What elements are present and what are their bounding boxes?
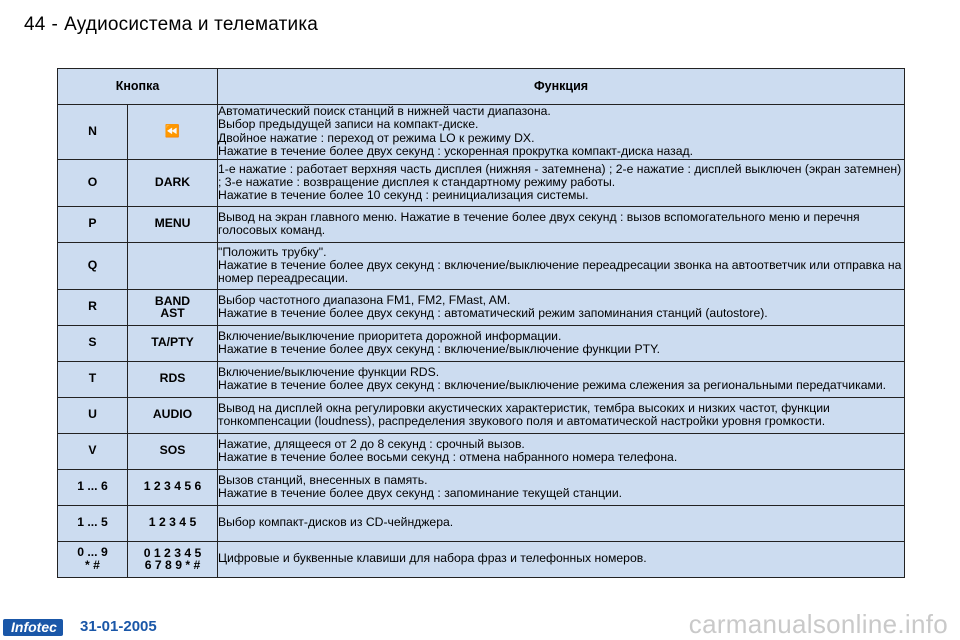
function-line: Включение/выключение приоритета дорожной информации. xyxy=(218,328,562,343)
row-function xyxy=(218,397,905,433)
row-button-label: DARK xyxy=(128,159,218,206)
function-line: "Положить трубку". xyxy=(218,244,327,259)
row-key: 1 ... 6 xyxy=(58,469,128,505)
page-title: Аудиосистема и телематика xyxy=(64,14,319,35)
column-header-button: Кнопка xyxy=(58,69,218,105)
row-button-label: AUDIO xyxy=(128,397,218,433)
function-line: Нажатие в течение более 10 секунд : реинициализация системы. xyxy=(218,188,589,203)
button-function-table xyxy=(57,68,905,578)
row-function xyxy=(218,433,905,469)
function-line: Цифровые и буквенные клавиши для набора фраз и телефонных номеров. xyxy=(218,551,647,566)
table-row xyxy=(58,397,905,433)
function-line: Нажатие в течение более двух секунд : включение/выключение функции PTY. xyxy=(218,342,661,357)
column-header-function: Функция xyxy=(218,69,905,105)
table-row xyxy=(58,469,905,505)
row-function xyxy=(218,105,905,160)
row-function xyxy=(218,505,905,541)
table-row xyxy=(58,325,905,361)
row-function xyxy=(218,206,905,242)
function-line: Нажатие в течение более двух секунд : запоминание текущей станции. xyxy=(218,486,623,501)
function-line: Нажатие в течение более восьми секунд : отмена набранного номера телефона. xyxy=(218,450,678,465)
table-row xyxy=(58,105,905,160)
row-key: Q xyxy=(58,242,128,289)
function-line: Включение/выключение функции RDS. xyxy=(218,364,440,379)
function-line: Нажатие в течение более двух секунд : автоматический режим запоминания станций (autostore). xyxy=(218,306,768,321)
row-button-label: BAND AST xyxy=(128,289,218,325)
table-row xyxy=(58,206,905,242)
function-line: Выбор компакт-дисков из CD-чейнджера. xyxy=(218,515,454,530)
table-row xyxy=(58,541,905,577)
row-function xyxy=(218,242,905,289)
row-button-label: 1 2 3 4 5 xyxy=(128,505,218,541)
row-button-label: SOS xyxy=(128,433,218,469)
function-line: Нажатие в течение более двух секунд : включение/выключение режима слежения за региональными передатчиками. xyxy=(218,378,887,393)
table-row xyxy=(58,361,905,397)
row-button-label: RDS xyxy=(128,361,218,397)
function-line: Нажатие, длящееся от 2 до 8 секунд : срочный вызов. xyxy=(218,436,525,451)
row-key: P xyxy=(58,206,128,242)
function-line: Выбор предыдущей записи на компакт-диске. xyxy=(218,117,479,132)
row-key: S xyxy=(58,325,128,361)
row-key: R xyxy=(58,289,128,325)
row-key: T xyxy=(58,361,128,397)
rewind-icon: ⏪ xyxy=(128,105,218,160)
function-line: Вывод на экран главного меню. Нажатие в течение более двух секунд : вызов вспомогательного меню и перечня голосовых команд. xyxy=(218,209,860,238)
infotec-logo: Infotec xyxy=(3,619,63,636)
row-key: N xyxy=(58,105,128,160)
row-key: V xyxy=(58,433,128,469)
row-function xyxy=(218,469,905,505)
row-function xyxy=(218,159,905,206)
table-row xyxy=(58,242,905,289)
row-button-label: 1 2 3 4 5 6 xyxy=(128,469,218,505)
table-row xyxy=(58,289,905,325)
row-button-label: 0 1 2 3 4 5 6 7 8 9 * # xyxy=(128,541,218,577)
table-row xyxy=(58,433,905,469)
page-header xyxy=(24,14,318,36)
row-function xyxy=(218,541,905,577)
row-key: O xyxy=(58,159,128,206)
row-button-label xyxy=(128,242,218,289)
function-line: Автоматический поиск станций в нижней части диапазона. xyxy=(218,104,551,118)
function-line: Выбор частотного диапазона FM1, FM2, FMast, AM. xyxy=(218,292,511,307)
function-line: Вывод на дисплей окна регулировки акустических характеристик, тембра высоких и низких частот, функции тонкомпенсации (loudness), распределения звукового поля и автоматической настройки уровня громкости. xyxy=(218,400,830,429)
row-button-label: TA/PTY xyxy=(128,325,218,361)
row-key: 1 ... 5 xyxy=(58,505,128,541)
header-separator: - xyxy=(51,14,59,35)
function-line: Вызов станций, внесенных в память. xyxy=(218,472,428,487)
row-key: U xyxy=(58,397,128,433)
table-row xyxy=(58,505,905,541)
row-button-label: MENU xyxy=(128,206,218,242)
function-line: 1-е нажатие : работает верхняя часть дисплея (нижняя - затемнена) ; 2-е нажатие : дисплей выключен (экран затемнен) ; 3-е нажатие : возвращение дисплея к стандартному режиму работы. xyxy=(218,161,902,189)
row-function xyxy=(218,361,905,397)
row-function xyxy=(218,289,905,325)
table-row xyxy=(58,159,905,206)
function-line: Нажатие в течение более двух секунд : ускоренная прокрутка компакт-диска назад. xyxy=(218,144,693,159)
table-header-row xyxy=(58,69,905,105)
row-function xyxy=(218,325,905,361)
footer-date: 31-01-2005 xyxy=(80,618,157,635)
watermark: carmanualsonline.info xyxy=(688,609,948,639)
function-line: Двойное нажатие : переход от режима LO к режиму DX. xyxy=(218,130,535,145)
page-number: 44 xyxy=(24,14,46,35)
row-key: 0 ... 9 * # xyxy=(58,541,128,577)
function-line: Нажатие в течение более двух секунд : включение/выключение переадресации звонка на автоответчик или отправка на номер переадресации. xyxy=(218,257,902,286)
